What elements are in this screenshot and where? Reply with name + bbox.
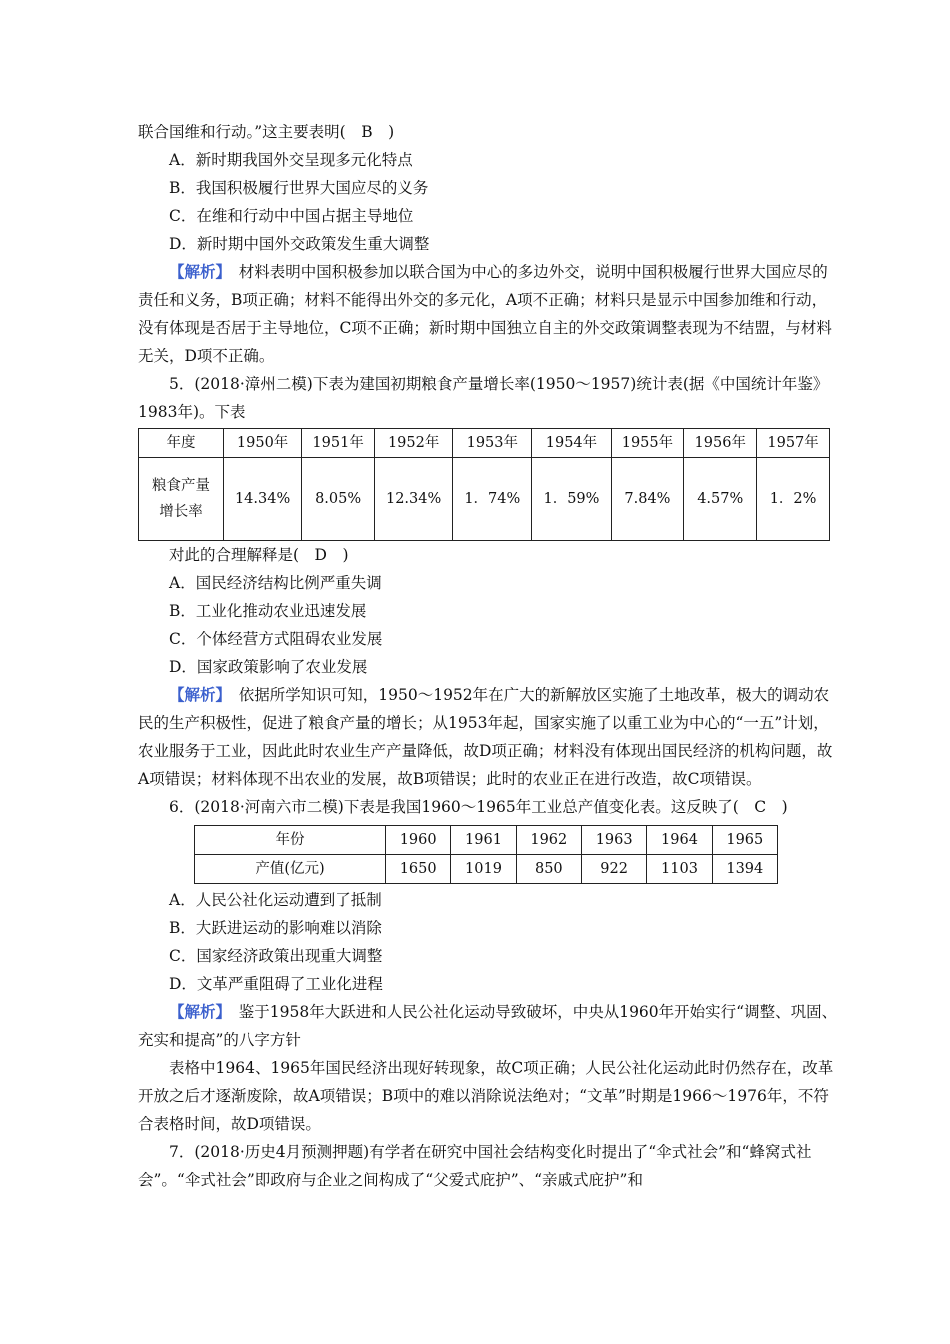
table-cell: 1103 bbox=[647, 855, 712, 884]
table-header-cell: 1950年 bbox=[224, 429, 302, 458]
q5-explanation-text: 依据所学知识可知，1950～1952年在广大的新解放区实施了土地改革，极大的调动农民的生产积极性，促进了粮食产量的增长；从1953年起，国家实施了以重工业为中心的“一五”计划，农业服务于工业，因此此时农业生产产量降低，故D项正确；材料没有体现出国民经济的机构问题，故A项错误；材料体现不出农业的发展，故B项错误；此时的农业正在进行改造，故C项错误。 bbox=[138, 686, 833, 788]
q5-question: 对此的合理解释是( D ) bbox=[169, 546, 349, 564]
q5-option-d: D．国家政策影响了农业发展 bbox=[169, 658, 368, 676]
grain-growth-table bbox=[138, 428, 830, 541]
document-page bbox=[138, 118, 838, 1194]
table-row bbox=[139, 458, 830, 541]
industry-output-table bbox=[194, 825, 778, 884]
table-header-cell: 1954年 bbox=[532, 429, 611, 458]
q4-explanation-text: 材料表明中国积极参加以联合国为中心的多边外交，说明中国积极履行世界大国应尽的责任和义务，B项正确；材料不能得出外交的多元化，A项不正确；材料只是显示中国参加维和行动，没有体现是否居于主导地位，C项不正确；新时期中国独立自主的外交政策调整表现为不结盟，与材料无关，D项不正确。 bbox=[138, 263, 832, 365]
table-header-cell: 1951年 bbox=[302, 429, 375, 458]
table-cell: 1394 bbox=[712, 855, 777, 884]
q4-option-b: B．我国积极履行世界大国应尽的义务 bbox=[169, 179, 429, 197]
table-cell: 8.05% bbox=[302, 458, 375, 541]
q6-option-a: A．人民公社化运动遭到了抵制 bbox=[169, 891, 382, 909]
q5-option-a: A．国民经济结构比例严重失调 bbox=[169, 574, 382, 592]
table-cell: 12.34% bbox=[375, 458, 453, 541]
q6-explanation bbox=[138, 998, 838, 1054]
table-header-cell: 1962 bbox=[516, 826, 581, 855]
table-cell: 850 bbox=[516, 855, 581, 884]
q4-option-a: A．新时期我国外交呈现多元化特点 bbox=[169, 151, 413, 169]
q6-explanation-continued: 表格中1964、1965年国民经济出现好转现象，故C项正确；人民公社化运动此时仍然存在，改革开放之后才逐渐废除，故A项错误；B项中的难以消除说法绝对；“文革”时期是1966～1976年，不符合表格时间，故D项错误。 bbox=[138, 1059, 834, 1133]
q5-option-b: B．工业化推动农业迅速发展 bbox=[169, 602, 367, 620]
table-cell: 7.84% bbox=[611, 458, 684, 541]
q6-explanation-text: 鉴于1958年大跃进和人民公社化运动导致破坏，中央从1960年开始实行“调整、巩固、充实和提高”的八字方针 bbox=[138, 1003, 838, 1049]
table-row bbox=[139, 429, 830, 458]
table-row bbox=[195, 826, 778, 855]
table-header-cell: 年度 bbox=[139, 429, 224, 458]
table-header-cell: 年份 bbox=[195, 826, 386, 855]
table-cell: 1650 bbox=[386, 855, 451, 884]
q5-explanation bbox=[138, 681, 838, 793]
q4-stem-tail: 联合国维和行动。”这主要表明( B ) bbox=[138, 123, 395, 141]
table-header-cell: 1955年 bbox=[611, 429, 684, 458]
table-row-label: 产值(亿元) bbox=[195, 855, 386, 884]
table-row bbox=[195, 855, 778, 884]
q6-stem: 6．(2018·河南六市二模)下表是我国1960～1965年工业总产值变化表。这反映了( C ) bbox=[169, 798, 788, 816]
table-header-cell: 1965 bbox=[712, 826, 777, 855]
table-cell: 1．74% bbox=[453, 458, 532, 541]
table-header-cell: 1953年 bbox=[453, 429, 532, 458]
table-header-cell: 1964 bbox=[647, 826, 712, 855]
table-header-cell: 1961 bbox=[451, 826, 516, 855]
q4-explanation bbox=[138, 258, 838, 370]
table-header-cell: 1963 bbox=[581, 826, 646, 855]
table-cell: 1．2% bbox=[757, 458, 830, 541]
table-header-cell: 1957年 bbox=[757, 429, 830, 458]
table-header-cell: 1956年 bbox=[684, 429, 757, 458]
analysis-tag: 【解析】 bbox=[169, 685, 224, 704]
q6-option-b: B．大跃进运动的影响难以消除 bbox=[169, 919, 382, 937]
q5-stem: 5．(2018·漳州二模)下表为建国初期粮食产量增长率(1950～1957)统计表(据《中国统计年鉴》1983年)。下表 bbox=[138, 375, 829, 421]
q4-option-d: D．新时期中国外交政策发生重大调整 bbox=[169, 235, 430, 253]
q6-option-d: D．文革严重阻碍了工业化进程 bbox=[169, 975, 383, 993]
table-cell: 4.57% bbox=[684, 458, 757, 541]
q5-option-c: C．个体经营方式阻碍农业发展 bbox=[169, 630, 383, 648]
q4-option-c: C．在维和行动中中国占据主导地位 bbox=[169, 207, 414, 225]
table-cell: 1．59% bbox=[532, 458, 611, 541]
table-row-label: 粮食产量增长率 bbox=[139, 458, 224, 541]
analysis-tag: 【解析】 bbox=[169, 1002, 224, 1021]
q6-option-c: C．国家经济政策出现重大调整 bbox=[169, 947, 383, 965]
table-header-cell: 1952年 bbox=[375, 429, 453, 458]
q7-stem: 7．(2018·历史4月预测押题)有学者在研究中国社会结构变化时提出了“伞式社会”和“蜂窝式社会”。“伞式社会”即政府与企业之间构成了“父爱式庇护”、“亲戚式庇护”和 bbox=[138, 1143, 812, 1189]
table-header-cell: 1960 bbox=[386, 826, 451, 855]
table-cell: 1019 bbox=[451, 855, 516, 884]
table-cell: 14.34% bbox=[224, 458, 302, 541]
table-cell: 922 bbox=[581, 855, 646, 884]
analysis-tag: 【解析】 bbox=[169, 262, 224, 281]
